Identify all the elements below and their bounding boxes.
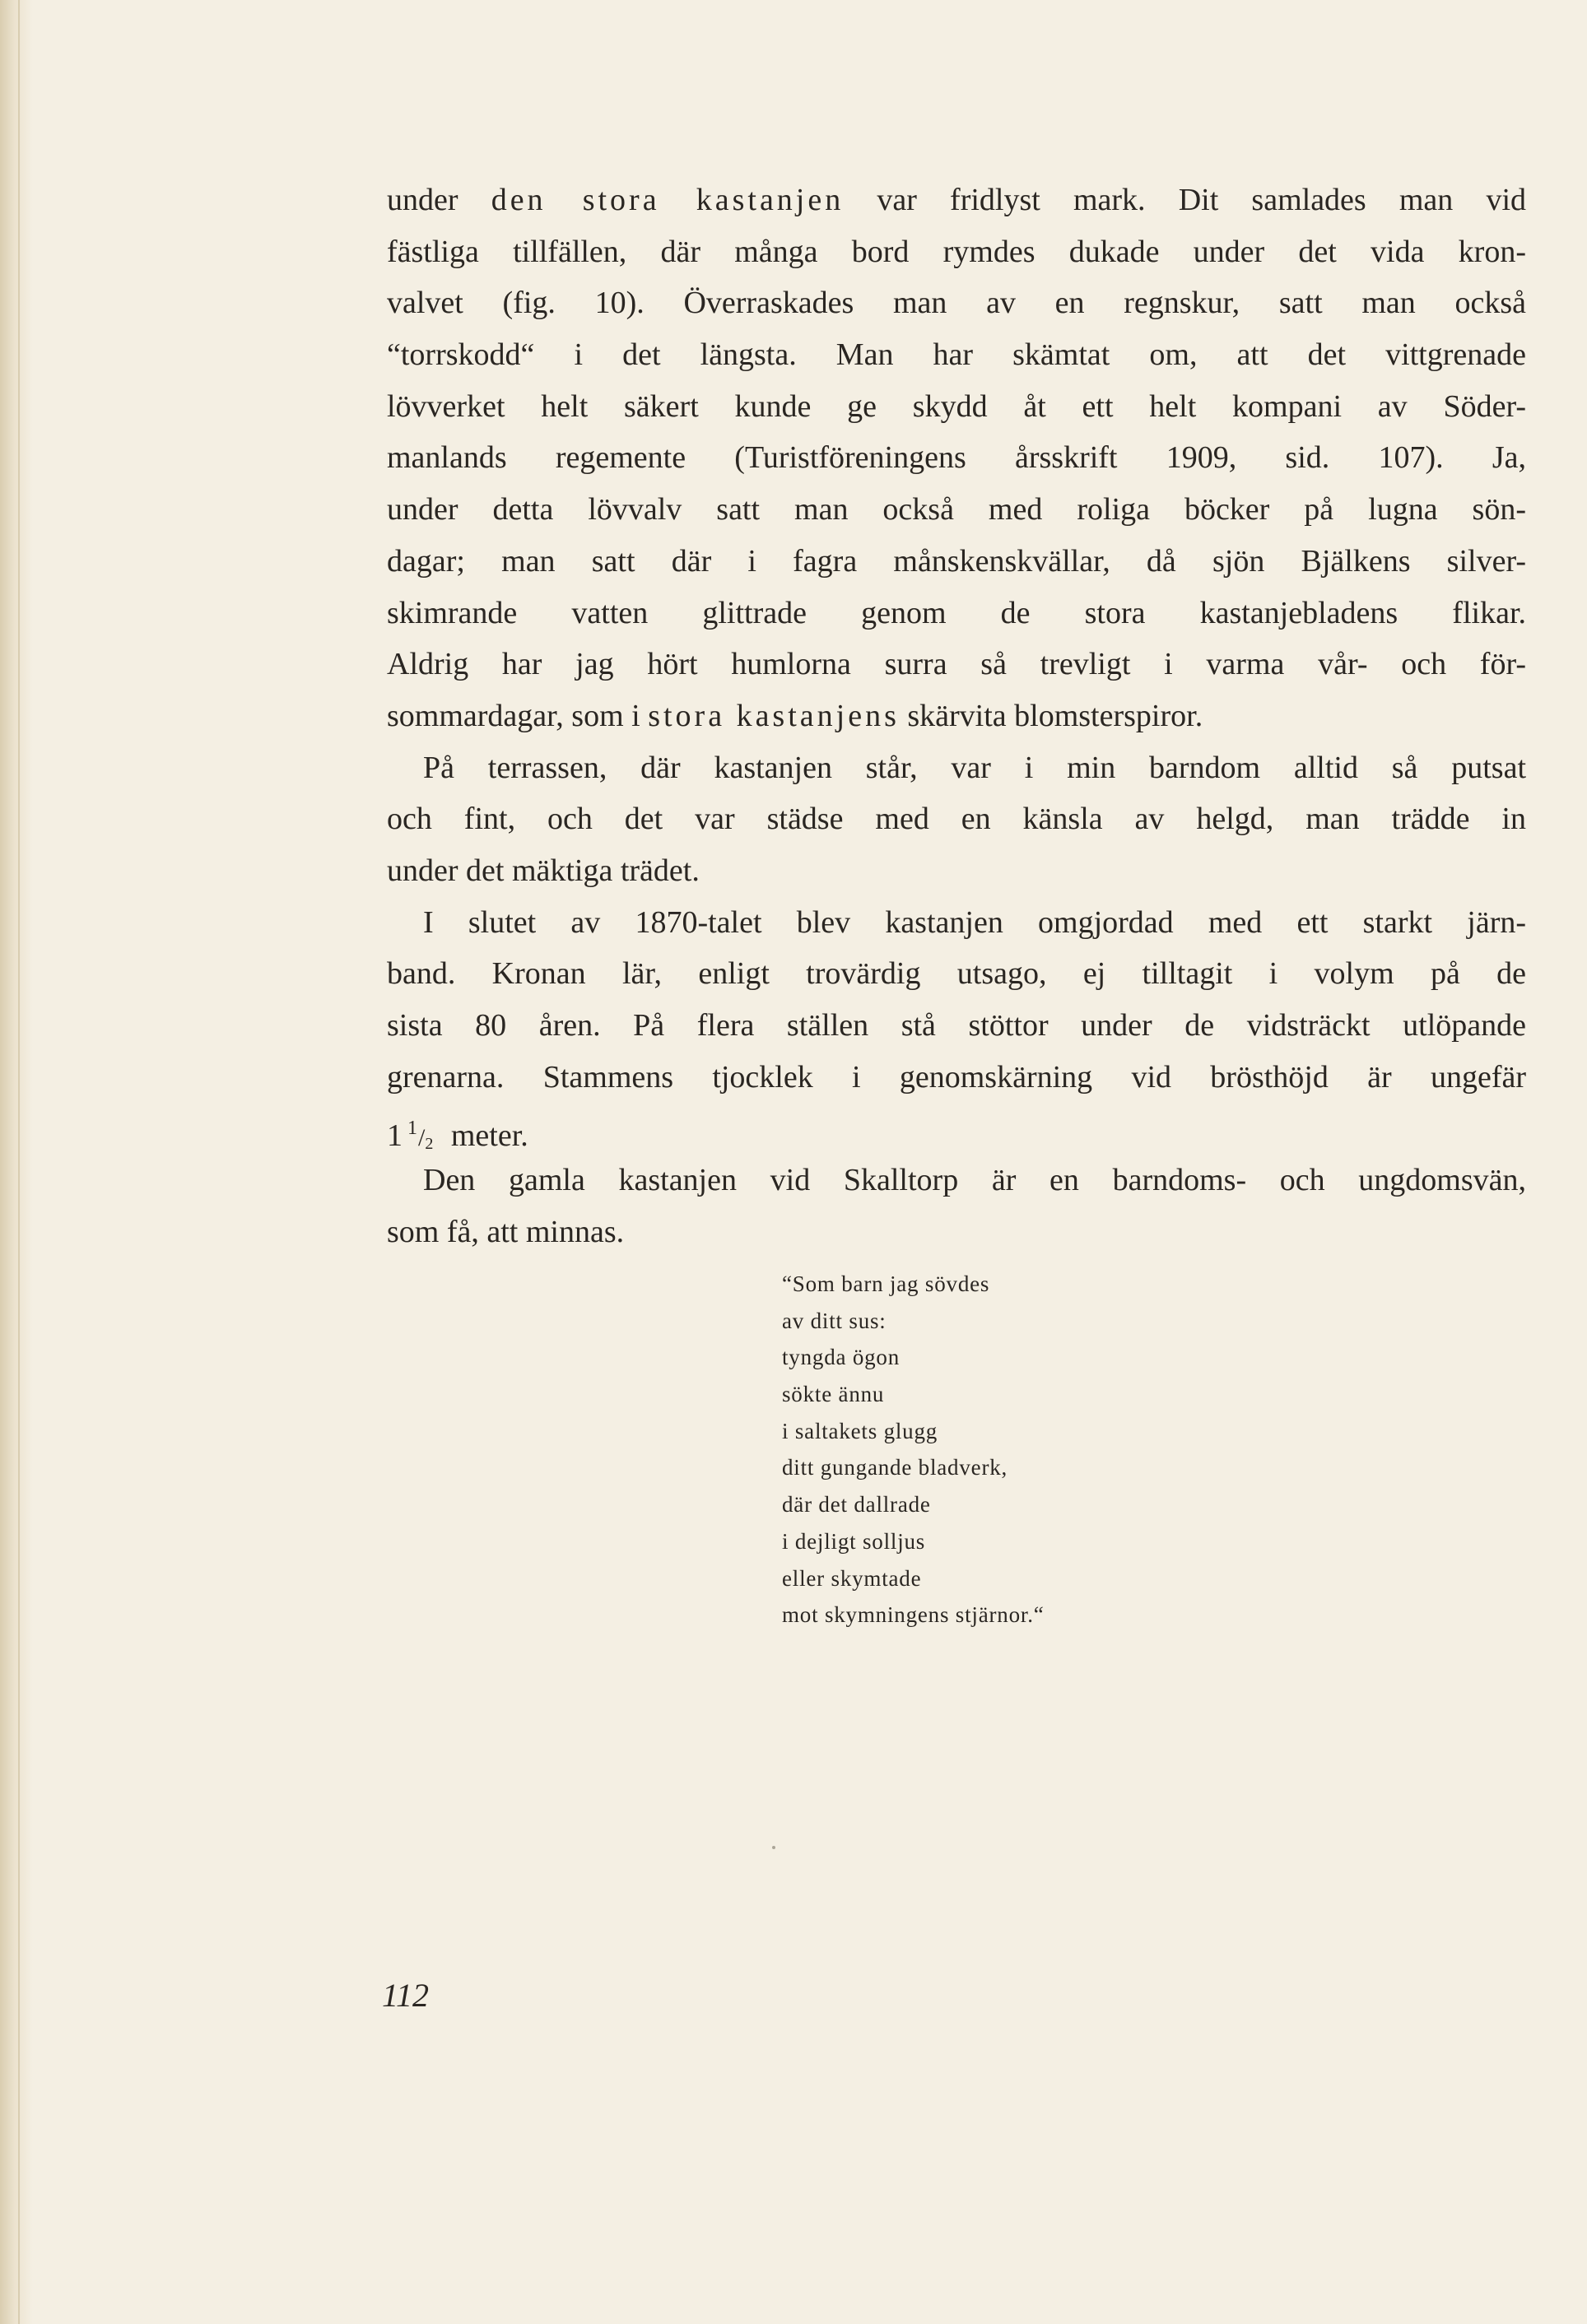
poem-line: i saltakets glugg <box>782 1418 938 1443</box>
line-text: sommardagar, som i <box>387 698 649 733</box>
text-line: dagar; man satt där i fagra månskenskvällar, då sjön Bjälkens silver- <box>387 543 1526 579</box>
text-line: band. Kronan lär, enligt trovärdig utsago, ej tilltagit i volym på de <box>387 956 1526 992</box>
page-number: 112 <box>382 1977 430 2014</box>
text-line: I slutet av 1870-talet blev kastanjen omgjordad med ett starkt järn- <box>423 904 1526 940</box>
text-line: sista 80 åren. På flera ställen stå stöttor under de vidsträckt utlöpande <box>387 1008 1526 1043</box>
poem-line: tyngda ögon <box>782 1345 901 1370</box>
poem-quote <box>782 1266 1045 1634</box>
poem-line: mot skymningens stjärnor.“ <box>782 1602 1045 1628</box>
text-line: grenarna. Stammens tjocklek i genomskärning vid brösthöjd är ungefär <box>387 1059 1526 1095</box>
poem-line: i dejligt solljus <box>782 1528 926 1554</box>
spaced-emphasis: den stora kastanjen <box>491 183 845 217</box>
text-line <box>387 690 1526 742</box>
text-line: och fint, och det var städse med en känsla av helgd, man trädde in <box>387 802 1526 837</box>
text-line <box>387 1103 1526 1155</box>
line-text: skärvita blomsterspiror. <box>899 698 1203 733</box>
fraction-numerator: 1 <box>407 1118 417 1140</box>
text-line: Den gamla kastanjen vid Skalltorp är en barndoms- och ungdomsvän, <box>423 1163 1526 1198</box>
text-line: under det mäktiga trädet. <box>387 853 700 888</box>
page-binding-line <box>18 0 20 2324</box>
spaced-emphasis: stora kastanjens <box>648 698 900 733</box>
text-line: På terrassen, där kastanjen står, var i min barndom alltid så putsat <box>423 750 1526 785</box>
text-line: som få, att minnas. <box>387 1214 625 1249</box>
poem-line: av ditt sus: <box>782 1308 887 1333</box>
line-text: var fridlyst mark. Dit samlades man vid <box>844 183 1527 217</box>
poem-line: där det dallrade <box>782 1492 931 1518</box>
text-line <box>387 174 1526 226</box>
poem-line: “Som barn jag sövdes <box>782 1271 990 1296</box>
text-line: under detta lövvalv satt man också med roliga böcker på lugna sön- <box>387 492 1526 528</box>
text-line: “torrskodd“ i det längsta. Man har skämtat om, att det vittgrenade <box>387 337 1526 373</box>
fraction-denominator: 2 <box>425 1135 434 1154</box>
body-text <box>387 174 1526 1257</box>
poem-line: sökte ännu <box>782 1382 885 1407</box>
text-line: fästliga tillfällen, där många bord rymdes dukade under det vida kron- <box>387 234 1526 269</box>
fraction-whole: 1 <box>387 1118 403 1154</box>
text-line: valvet (fig. 10). Överraskades man av en regnskur, satt man också <box>387 286 1526 321</box>
line-text: under <box>387 183 491 217</box>
text-line: skimrande vatten glittrade genom de stora kastanjebladens flikar. <box>387 595 1526 630</box>
line-text: meter. <box>443 1118 528 1154</box>
poem-line: eller skymtade <box>782 1565 922 1591</box>
text-line: lövverket helt säkert kunde ge skydd åt ett helt kompani av Söder- <box>387 388 1526 424</box>
paper-speck <box>772 1846 775 1849</box>
text-line: manlands regemente (Turistföreningens årsskrift 1909, sid. 107). Ja, <box>387 440 1526 476</box>
page-binding-edge <box>0 0 33 2324</box>
fraction-slash: / <box>418 1124 426 1152</box>
poem-line: ditt gungande bladverk, <box>782 1455 1008 1480</box>
text-line: Aldrig har jag hört humlorna surra så trevligt i varma vår- och för- <box>387 647 1526 682</box>
